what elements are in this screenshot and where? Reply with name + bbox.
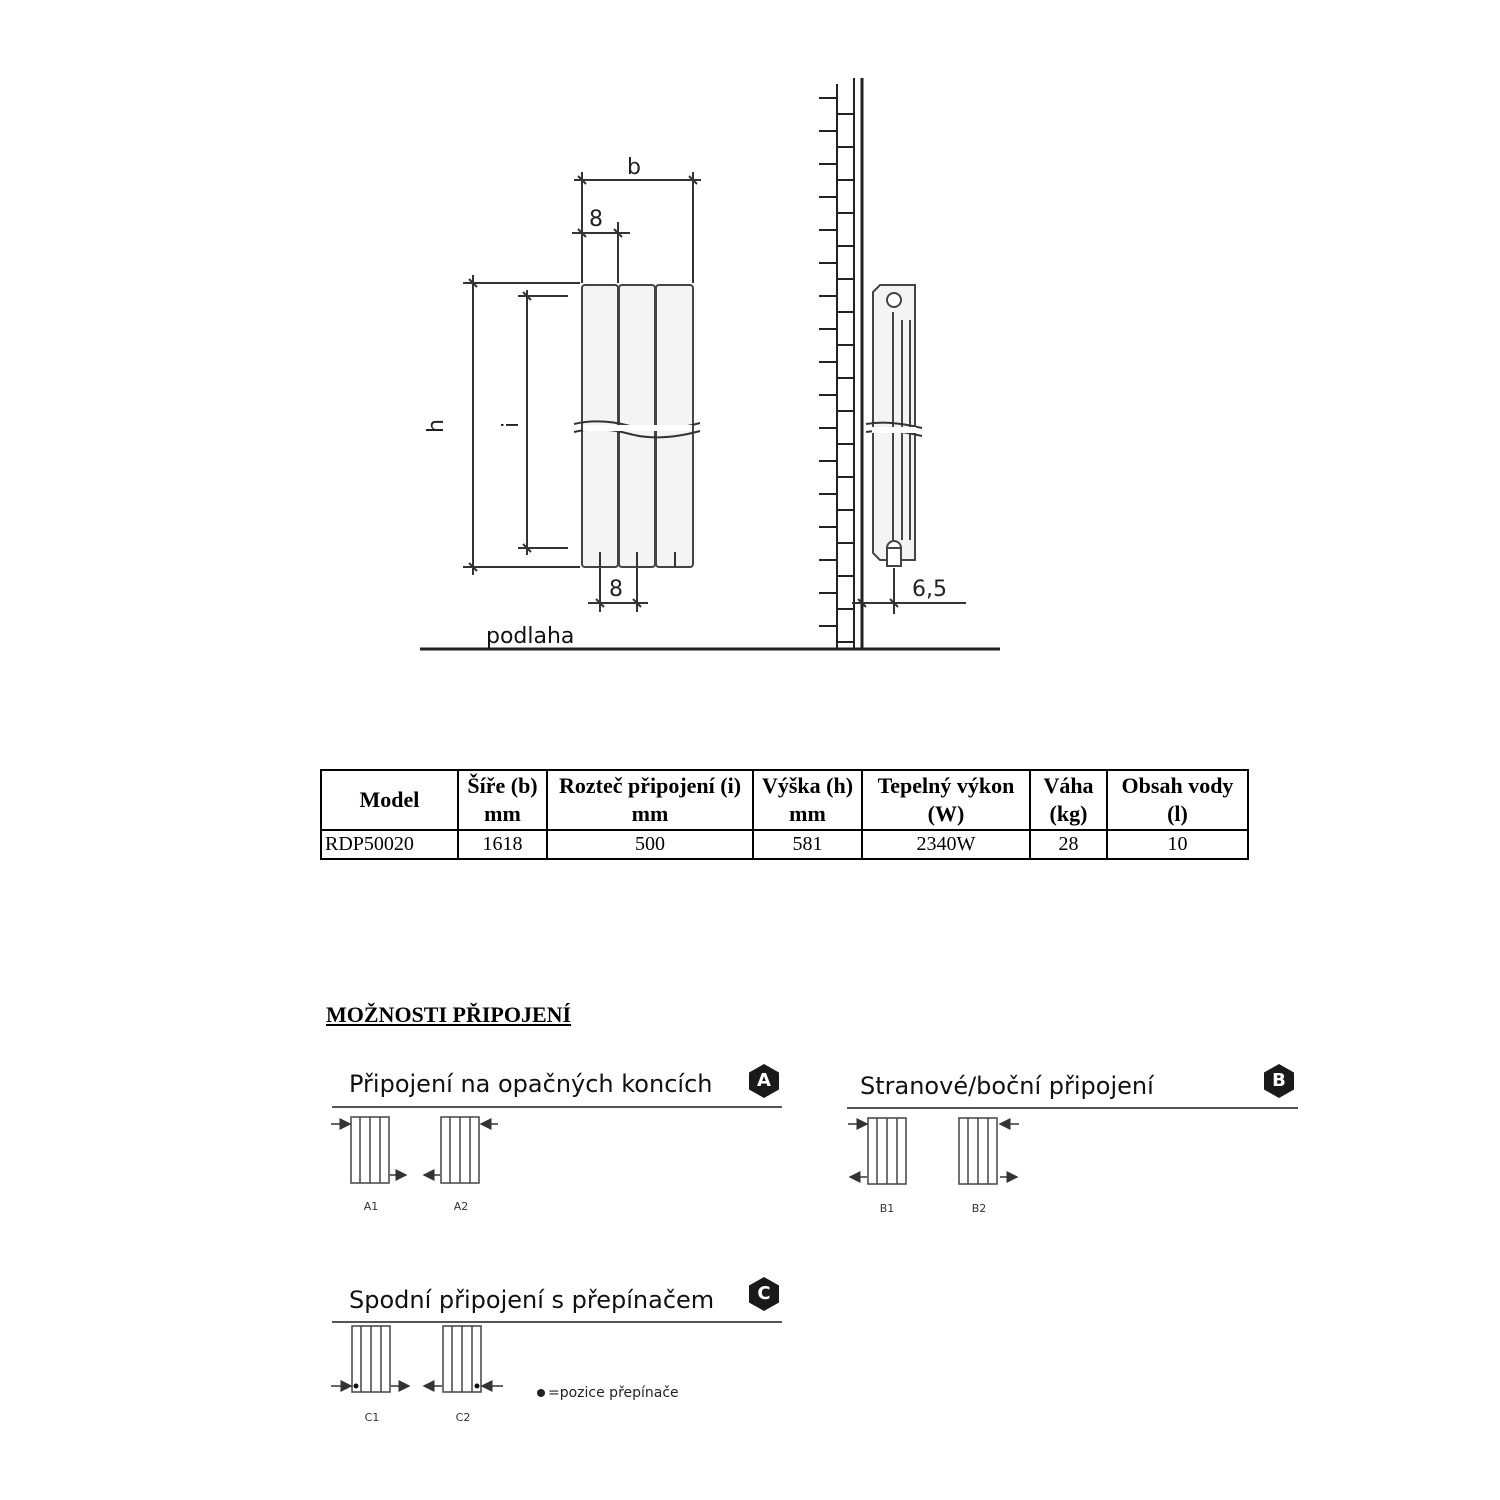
header-connection-spacing: Rozteč připojení (i) mm [547,770,753,830]
label-c1: C1 [364,1411,380,1424]
option-a-title: Připojení na opačných koncích [349,1070,713,1098]
label-b2: B2 [971,1202,987,1215]
option-c-title: Spodní připojení s přepínačem [349,1286,715,1314]
label-8-bottom: 8 [609,577,623,602]
header-width: Šíře (b) mm [458,770,547,830]
switch-dot-icon [537,1389,545,1397]
diagram-c1 [331,1326,409,1392]
cell-heat-output: 2340W [862,830,1030,859]
label-i: i [499,421,524,428]
label-6-5: 6,5 [912,577,947,602]
badge-b: B [1261,1063,1297,1099]
cell-model: RDP50020 [321,830,458,859]
diagram-b2 [959,1118,1019,1184]
header-heat-output: Tepelný výkon (W) [862,770,1030,830]
cell-connection-spacing: 500 [547,830,753,859]
option-b-title: Stranové/boční připojení [860,1072,1154,1100]
label-c2: C2 [455,1411,471,1424]
cell-height: 581 [753,830,862,859]
header-water-volume: Obsah vody (l) [1107,770,1248,830]
cell-width: 1618 [458,830,547,859]
switch-position-note: =pozice přepínače [548,1385,679,1401]
label-a2: A2 [453,1200,469,1213]
cell-water-volume: 10 [1107,830,1248,859]
label-b: b [627,155,641,180]
diagram-b1 [848,1118,906,1184]
header-weight: Váha (kg) [1030,770,1107,830]
cell-weight: 28 [1030,830,1107,859]
badge-c: C [746,1276,782,1312]
floor-label: podlaha [486,624,575,649]
header-height: Výška (h) mm [753,770,862,830]
diagram-a2 [424,1117,498,1183]
header-model: Model [321,770,458,830]
diagram-a1 [331,1117,406,1183]
badge-a: A [746,1063,782,1099]
options-section-title: MOŽNOSTI PŘIPOJENÍ [326,1002,572,1027]
diagram-c2 [424,1326,503,1392]
label-a1: A1 [363,1200,379,1213]
label-h: h [424,419,449,433]
label-b1: B1 [879,1202,895,1215]
label-8-top: 8 [589,207,603,232]
